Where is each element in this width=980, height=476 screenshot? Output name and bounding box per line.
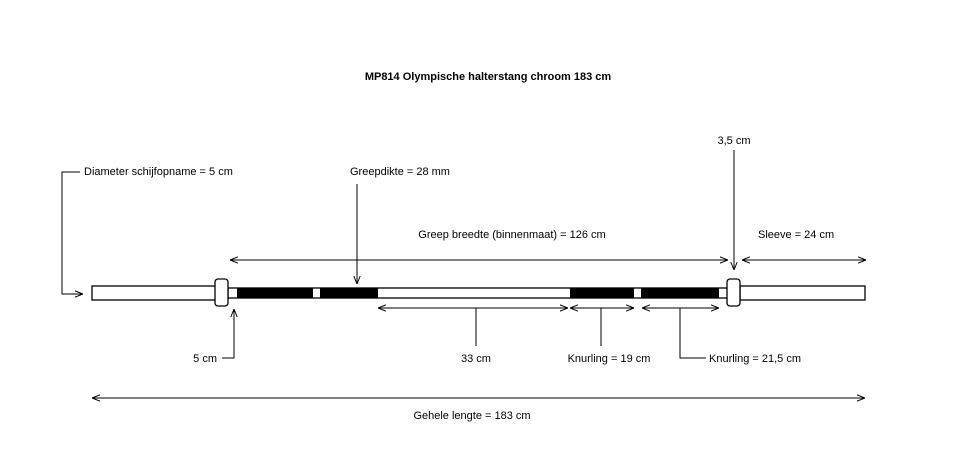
barbell <box>92 279 865 306</box>
sleeve-length-dimension <box>742 229 866 260</box>
knurling-left-label: Knurling = 19 cm <box>567 353 651 365</box>
left-sleeve <box>92 286 220 300</box>
knurling-left-segment-1 <box>237 288 313 298</box>
sleeve-diameter-label: Diameter schijfopname = 5 cm <box>84 166 233 178</box>
grip-thickness-label: Greepdikte = 28 mm <box>350 166 450 178</box>
diagram-title: MP814 Olympische halterstang chroom 183 cm <box>364 71 612 83</box>
knurling-right-segment-1 <box>570 288 634 298</box>
collar-diameter-label: 5 cm <box>193 353 217 365</box>
right-sleeve <box>740 286 865 300</box>
grip-thickness-callout <box>350 166 450 284</box>
knurling-right-segment-2 <box>641 288 719 298</box>
right-collar <box>727 279 740 306</box>
knurling-right-label: Knurling = 21,5 cm <box>709 353 802 365</box>
sleeve-diameter-callout <box>62 166 233 294</box>
knurling-right-dimension <box>642 308 801 365</box>
knurling-left-dimension <box>568 308 651 365</box>
total-length-dimension <box>92 398 865 422</box>
sleeve-length-label: Sleeve = 24 cm <box>758 229 835 241</box>
knurling-left-segment-2 <box>320 288 378 298</box>
collar-width-label: 3,5 cm <box>717 135 751 147</box>
collar-width-callout <box>717 135 750 270</box>
center-smooth-label: 33 cm <box>461 353 491 365</box>
grip-width-label: Greep breedte (binnenmaat) = 126 cm <box>418 229 606 241</box>
center-smooth-dimension <box>378 308 568 365</box>
collar-diameter-callout <box>193 309 234 365</box>
left-collar <box>215 279 228 306</box>
total-length-label: Gehele lengte = 183 cm <box>413 410 531 422</box>
grip-width-dimension <box>230 229 728 260</box>
